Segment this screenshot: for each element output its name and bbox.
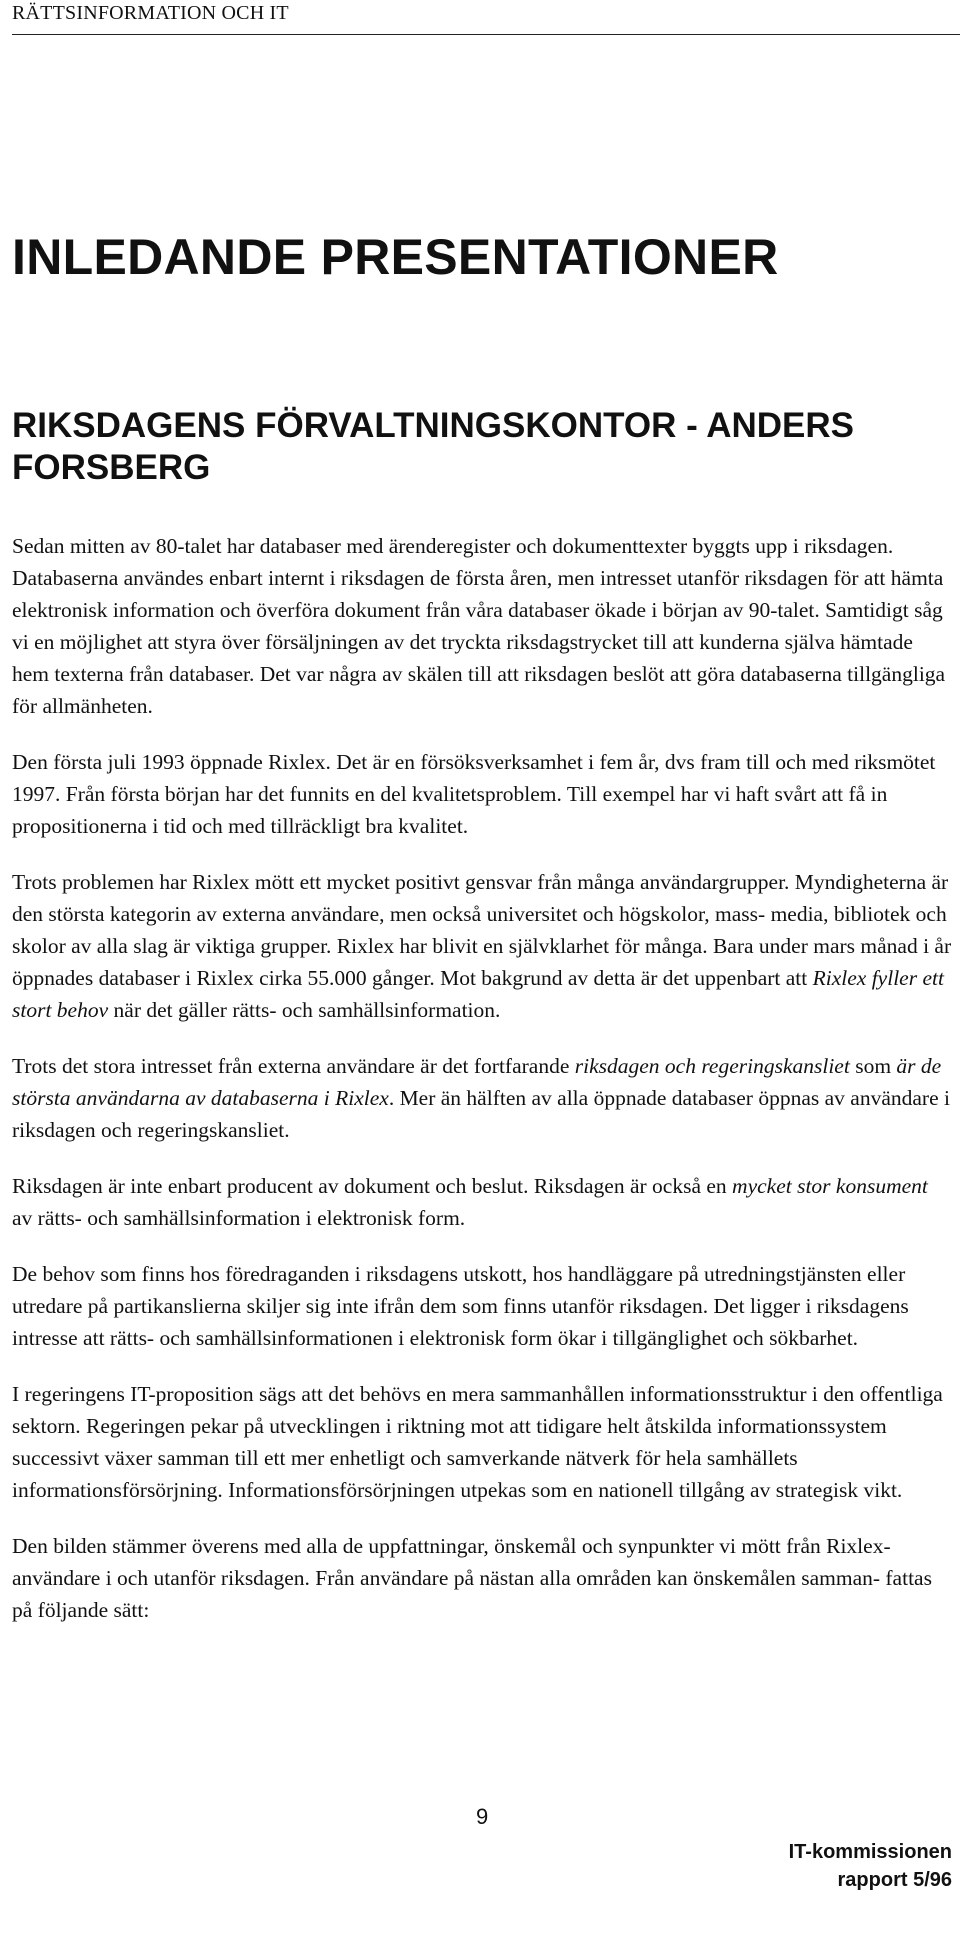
paragraph-text: av rätts- och samhällsinformation i elektronisk form. [12,1206,466,1230]
footer-publisher [789,1838,952,1894]
paragraph-text: Trots problemen har Rixlex mött ett mycket positivt gensvar från många användargrupper. Myndigheterna är den största kategorin av externa användare, men också universitet och högskolor, mass- media, bibliotek och skolor av alla slag är viktiga grupper. Rixlex har blivit en självklarhet för många. Bara under mars månad i år öppnades databaser i Rixlex cirka 55.000 gånger. Mot bakgrund av detta är det uppenbart att [12,870,952,990]
paragraph [12,1050,952,1146]
footer-report-id: rapport 5/96 [837,1869,952,1891]
paragraph-text: som [849,1054,897,1078]
paragraph-text: I regeringens IT-proposition sägs att det behövs en mera sammanhållen informationsstruktur i den offentliga sektorn. Regeringen pekar på utvecklingen i riktning mot att tidigare helt åtskilda informationssystem successivt växer samman till ett mer enhetligt och samverkande nätverk för hela samhällets informationsförsörjning. Informationsförsörjningen utpekas som en nationell tillgång av strategisk vikt. [12,1382,943,1502]
paragraph-text: Den första juli 1993 öppnade Rixlex. Det är en försöksverksamhet i fem år, dvs fram till och med riksmötet 1997. Från första början har det funnits en del kvalitetsproblem. Till exempel har vi haft svårt att få in propositionerna i tid och med tillräckligt bra kvalitet. [12,750,936,838]
emphasized-text: är de största användarna av databaserna i Rixlex [12,1054,942,1110]
paragraph [12,746,952,842]
paragraph [12,1530,952,1626]
chapter-title: INLEDANDE PRESENTATIONER [12,229,779,285]
paragraph [12,1258,952,1354]
emphasized-text: riksdagen och regeringskansliet [574,1054,850,1078]
section-title: RIKSDAGENS FÖRVALTNINGSKONTOR - ANDERS FORSBERG [12,406,854,487]
paragraph [12,866,952,1026]
footer-org-name: IT-kommissionen [788,1841,952,1863]
paragraph-text: Den bilden stämmer överens med alla de uppfattningar, önskemål och synpunkter vi mött från Rixlex-användare i och utanför riksdagen. Från användare på nästan alla områden kan önskemålen samman- fattas på följande sätt: [12,1534,932,1622]
paragraph [12,1170,952,1234]
paragraph-text: Riksdagen är inte enbart producent av dokument och beslut. Riksdagen är också en [12,1174,733,1198]
paragraph [12,1378,952,1506]
paragraph-text: Sedan mitten av 80-talet har databaser med ärenderegister och dokumenttexter byggts upp i riksdagen. Databaserna användes enbart internt i riksdagen de första åren, men intresset utanför riksdagen för att hämta elektronisk information och överföra dokument från våra databaser ökade i början av 90-talet. Samtidigt såg vi en möjlighet att styra över försäljningen av det tryckta riksdagstrycket till att kunderna själva hämtade hem texterna från databaser. Det var några av skälen till att riksdagen beslöt att göra databaserna tillgängliga för allmänheten. [12,534,946,718]
paragraph-text: De behov som finns hos föredraganden i riksdagens utskott, hos handläggare på utredningstjänsten eller utredare på partikanslierna skiljer sig inte ifrån dem som finns utanför riksdagen. Det ligger i riksdagens intresse att rätts- och samhällsinformationen i elektronisk form ökar i tillgänglighet och sökbarhet. [12,1262,909,1350]
emphasized-text: Rixlex fyller ett stort behov [12,966,944,1022]
paragraph-text: Trots det stora intresset från externa användare är det fortfarande [12,1054,575,1078]
paragraph-text: när det gäller rätts- och samhällsinformation. [108,998,501,1022]
page-number: 9 [476,1804,489,1829]
body-text [12,530,952,1650]
running-header: RÄTTSINFORMATION OCH IT [12,2,289,24]
header-divider [12,34,960,35]
emphasized-text: mycket stor konsument [732,1174,928,1198]
paragraph-text: . Mer än hälften av alla öppnade databaser öppnas av användare i riksdagen och regeringskansliet. [12,1086,950,1142]
paragraph [12,530,952,722]
